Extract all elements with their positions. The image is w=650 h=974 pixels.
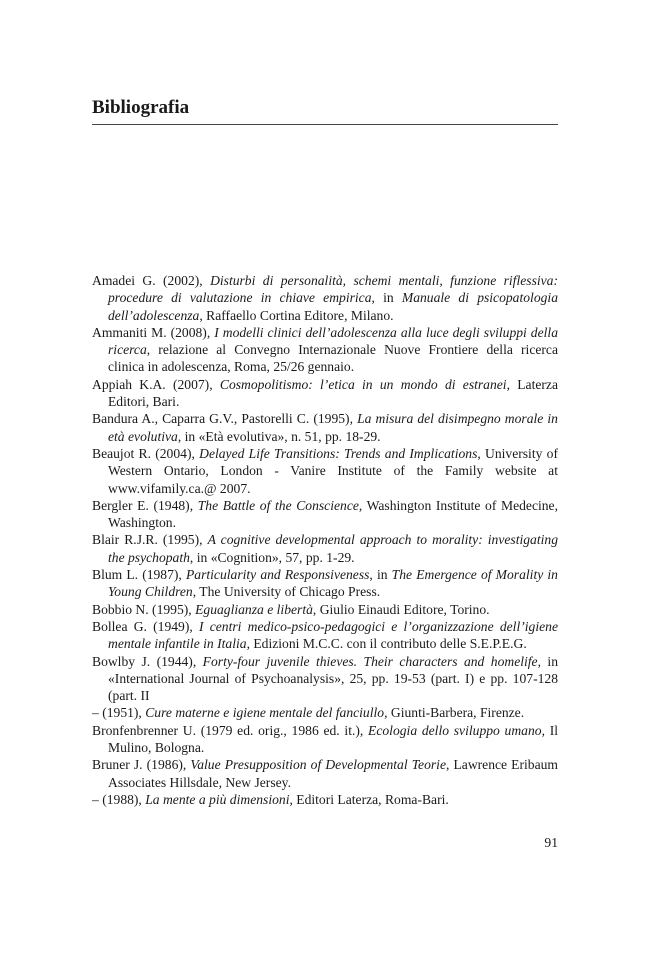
entry-text: , University of Western Ontario, London - Vanire Institute of the Family website at www.vifamily.ca.@ 2007. xyxy=(108,445,558,496)
entry-text: , Giunti-Barbera, Firenze. xyxy=(384,705,525,721)
bibliography-list xyxy=(92,272,558,808)
bibliography-entry xyxy=(92,566,558,601)
entry-text: , Il Mulino, Bologna. xyxy=(108,722,559,756)
bibliography-entry xyxy=(92,618,558,653)
bibliography-entry xyxy=(92,722,558,757)
entry-title: Forty-four juvenile thieves. Their characters and homelife xyxy=(202,653,538,669)
entry-author-year: Bandura A., Caparra G.V., Pastorelli C. (1995), xyxy=(92,411,358,427)
bibliography-entry xyxy=(92,756,558,791)
entry-author-year: Bollea G. (1949), xyxy=(92,618,199,634)
entry-author-year: Bergler E. (1948), xyxy=(92,497,198,513)
title-rule xyxy=(92,124,558,125)
bibliography-entry xyxy=(92,445,558,497)
entry-author-year: Appiah K.A. (2007), xyxy=(92,376,220,392)
entry-author-year: Ammaniti M. (2008), xyxy=(92,324,215,340)
page-title: Bibliografia xyxy=(92,97,190,118)
entry-title: La mente a più dimensioni xyxy=(145,791,290,807)
entry-title: Ecologia dello sviluppo umano xyxy=(368,722,542,738)
entry-text: , in «Cognition», 57, pp. 1-29. xyxy=(189,549,355,565)
entry-title: Particularity and Responsiveness xyxy=(185,567,370,583)
entry-author-year: Blair R.J.R. (1995), xyxy=(92,532,208,548)
page-number: 91 xyxy=(544,835,558,850)
entry-title: Cure materne e igiene mentale del fanciullo xyxy=(145,705,385,721)
entry-container-title: Manuale di psicopatologia dell’adolescenza xyxy=(108,290,558,323)
bibliography-entry xyxy=(92,324,558,376)
entry-author-year: Beaujot R. (2004), xyxy=(92,445,200,461)
entry-text: , relazione al Convegno Internazionale Nuove Frontiere della ricerca clinica in adolescenza, Roma, 25/26 gennaio. xyxy=(108,342,558,375)
entry-text: , Washington Institute of Medecine, Washington. xyxy=(108,497,558,531)
bibliography-entry xyxy=(92,497,558,532)
bibliography-entry xyxy=(92,601,558,618)
entry-author-year: Bronfenbrenner U. (1979 ed. orig., 1986 ed. it.), xyxy=(92,722,369,738)
entry-text: , in xyxy=(371,290,402,306)
entry-author-year: Amadei G. (2002), xyxy=(92,273,211,288)
entry-text: , Editori Laterza, Roma-Bari. xyxy=(289,791,449,807)
entry-title: La misura del disimpegno morale in età evolutiva xyxy=(108,411,558,444)
bibliography-entry xyxy=(92,653,558,705)
entry-author-year: Bowlby J. (1944), xyxy=(92,653,203,669)
entry-text: , The University of Chicago Press. xyxy=(192,584,381,600)
bibliography-entry xyxy=(92,272,558,324)
entry-text: , Lawrence Eribaum Associates Hillsdale, New Jersey. xyxy=(108,757,558,790)
entry-title: Disturbi di personalità, schemi mentali, funzione riflessiva: procedure di valutazione in chiave empirica xyxy=(108,273,558,306)
entry-title: A cognitive developmental approach to morality: investigating the psychopath xyxy=(108,532,558,565)
entry-text: , in «Età evolutiva», n. 51, pp. 18-29. xyxy=(177,428,381,444)
entry-container-title: The Emergence of Morality in Young Children xyxy=(108,567,558,600)
entry-author-year: Bobbio N. (1995), xyxy=(92,601,196,617)
entry-text: , Raffaello Cortina Editore, Milano. xyxy=(199,307,394,323)
bibliography-entry xyxy=(92,376,558,411)
entry-title: I modelli clinici dell’adolescenza alla luce degli sviluppi della ricerca xyxy=(108,324,558,358)
bibliography-entry xyxy=(92,704,558,721)
entry-text: , Giulio Einaudi Editore, Torino. xyxy=(312,601,490,617)
entry-text: , in xyxy=(369,567,392,583)
entry-text: , Laterza Editori, Bari. xyxy=(108,376,558,410)
entry-title: Delayed Life Transitions: Trends and Implications xyxy=(199,445,478,461)
entry-title: The Battle of the Conscience xyxy=(197,497,359,513)
bibliography-entry xyxy=(92,791,558,808)
entry-text: , in «International Journal of Psychoanalysis», 25, pp. 19-53 (part. I) e pp. 107-128 (part. II xyxy=(108,653,558,704)
bibliography-entry xyxy=(92,531,558,566)
entry-title: Eguaglianza e libertà xyxy=(195,601,313,617)
entry-author-year: – (1951), xyxy=(92,705,146,721)
entry-text: , Edizioni M.C.C. con il contributo delle S.E.P.E.G. xyxy=(246,636,527,652)
bibliography-entry xyxy=(92,410,558,445)
entry-author-year: Bruner J. (1986), xyxy=(92,757,191,773)
entry-title: Cosmopolitismo: l’etica in un mondo di estranei xyxy=(219,376,507,392)
entry-title: Value Presupposition of Developmental Teorie xyxy=(190,757,446,773)
entry-title: I centri medico-psico-pedagogici e l’organizzazione dell’igiene mentale infantile in Italia xyxy=(108,618,558,652)
entry-author-year: – (1988), xyxy=(92,791,146,807)
entry-author-year: Blum L. (1987), xyxy=(92,567,186,583)
